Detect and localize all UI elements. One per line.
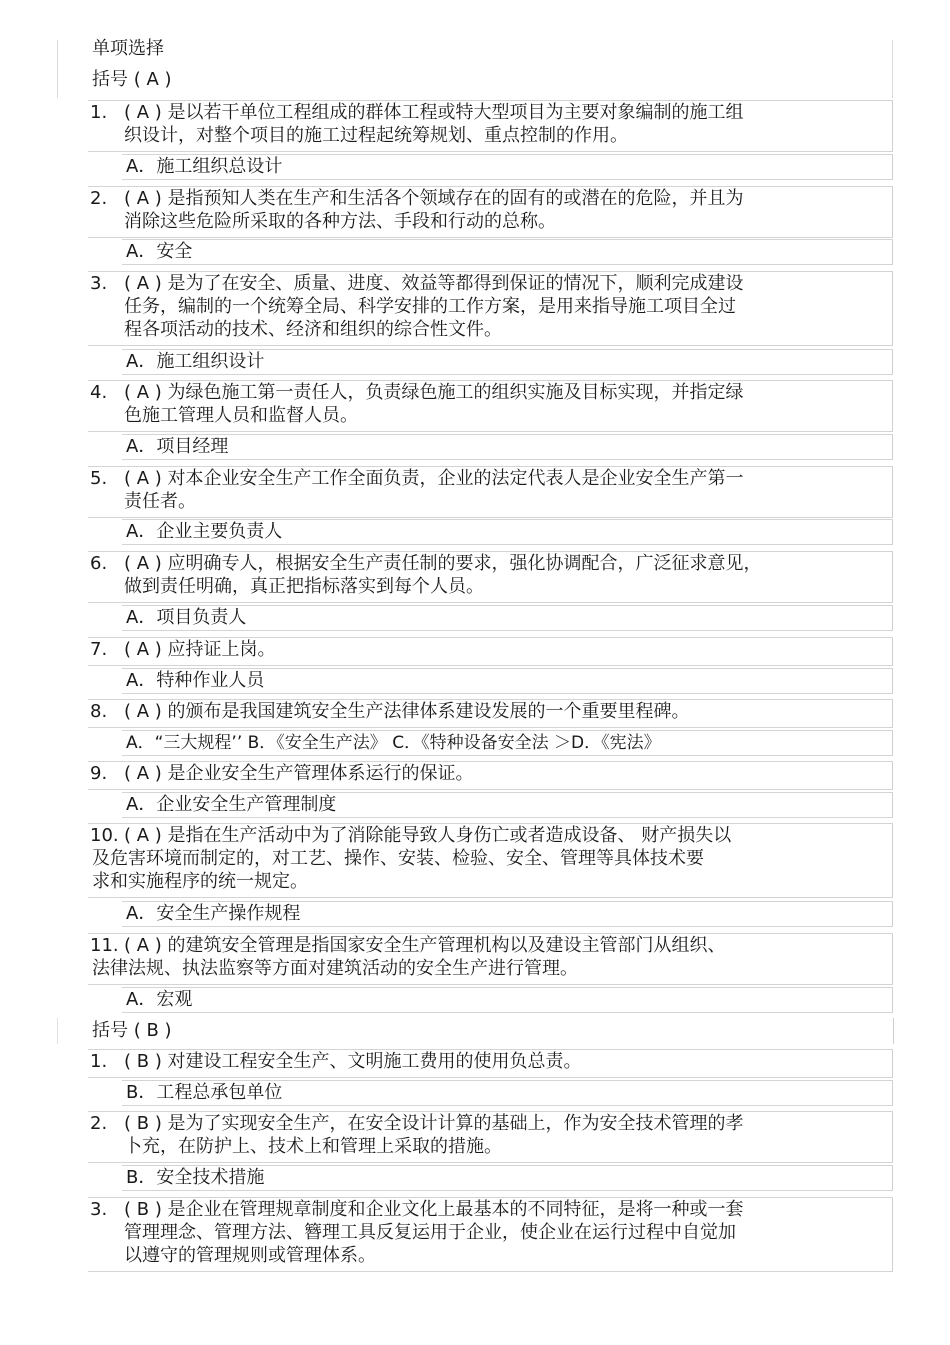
answer-option: A．企业安全生产管理制度 — [126, 794, 337, 815]
question-text-line: 做到责任明确，真正把指标落实到每个人员。 — [124, 576, 484, 597]
question-number: 7. — [90, 639, 108, 660]
question-number: 5. — [90, 468, 108, 489]
question-number: 6. — [90, 553, 108, 574]
question-text-line: ( A ) 是指预知人类在生产和生活各个领域存在的固有的或潜在的危险，并且为 — [124, 188, 744, 209]
question-text-line: 消除这些危险所采取的各种方法、手段和行动的总称。 — [124, 211, 556, 232]
group-a-label: 括号 ( A ) — [92, 69, 172, 90]
margin-rule — [57, 40, 58, 98]
question-text-line: ( B ) 对建设工程安全生产、文明施工费用的使用负总责。 — [124, 1051, 582, 1072]
question-text-line: 及危害环境而制定的，对工艺、操作、安装、检验、安全、管理等具体技术要 — [92, 848, 704, 869]
answer-option: A．施工组织总设计 — [126, 156, 283, 177]
margin-rule — [892, 40, 893, 98]
question-number: 9. — [90, 763, 108, 784]
question-text-line: 法律法规、执法监察等方面对建筑活动的安全生产进行管理。 — [92, 958, 578, 979]
question-text-line: ( A ) 的建筑安全管理是指国家安全生产管理机构以及建设主管部门从组织、 — [124, 935, 726, 956]
question-text-line: ( A ) 是为了在安全、质量、进度、效益等都得到保证的情况下，顺利完成建设 — [124, 273, 744, 294]
question-text-line: 色施工管理人员和监督人员。 — [124, 405, 358, 426]
question-number: 2. — [90, 188, 108, 209]
answer-box — [122, 239, 893, 265]
section-heading: 单项选择 — [92, 38, 164, 59]
question-text-line: 织设计，对整个项目的施工过程起统筹规划、重点控制的作用。 — [124, 125, 628, 146]
question-text-line: 管理理念、管理方法、簪理工具反复运用于企业，使企业在运行过程中自觉加 — [124, 1222, 736, 1243]
question-number: 3. — [90, 1199, 108, 1220]
question-text-line: 任务，编制的一个统筹全局、科学安排的工作方案，是用来指导施工项目全过 — [124, 296, 736, 317]
question-text-line: 求和实施程序的统一规定。 — [92, 871, 308, 892]
answer-box — [122, 434, 893, 460]
answer-option: A．宏观 — [126, 989, 193, 1010]
question-number: 10. — [90, 825, 119, 846]
answer-option: A．项目经理 — [126, 436, 229, 457]
question-text-line: ( A ) 对本企业安全生产工作全面负责，企业的法定代表人是企业安全生产第一 — [124, 468, 744, 489]
question-text-line: ( A ) 是指在生产活动中为了消除能导致人身伤亡或者造成设备、 财产损失以 — [124, 825, 732, 846]
group-b-label: 括号 ( B ) — [92, 1020, 172, 1041]
group-b-label-box — [57, 1018, 894, 1044]
answer-option: A．项目负责人 — [126, 607, 247, 628]
question-number: 3. — [90, 273, 108, 294]
answer-box — [122, 987, 893, 1013]
question-text-line: ( A ) 的颁布是我国建筑安全生产法律体系建设发展的一个重要里程碑。 — [124, 701, 690, 722]
answer-option: A．安全 — [126, 241, 193, 262]
question-text-line: 以遵守的管理规则或管理体系。 — [124, 1245, 376, 1266]
question-text-line: ( A ) 应明确专人，根据安全生产责任制的要求，强化协调配合，广泛征求意见， — [124, 553, 762, 574]
answer-option: A．特种作业人员 — [126, 670, 265, 691]
question-text-line: ( A ) 是以若干单位工程组成的群体工程或特大型项目为主要对象编制的施工组 — [124, 102, 744, 123]
question-number: 11. — [90, 935, 119, 956]
answer-option: A．“三大规程’’ B．《安全生产法》 C．《特种设备安全法 ＞D．《宪法》 — [126, 733, 661, 753]
question-number: 1. — [90, 102, 108, 123]
question-text-line: 程各项活动的技术、经济和组织的综合性文件。 — [124, 319, 502, 340]
question-text-line: ( B ) 是为了实现安全生产，在安全设计计算的基础上，作为安全技术管理的孝 — [124, 1113, 744, 1134]
answer-option: A．安全生产操作规程 — [126, 903, 301, 924]
question-text-line: ( A ) 应持证上岗。 — [124, 639, 276, 660]
question-number: 8. — [90, 701, 108, 722]
question-number: 1. — [90, 1051, 108, 1072]
question-text-line: 责任者。 — [124, 491, 196, 512]
question-text-line: ( B ) 是企业在管理规章制度和企业文化上最基本的不同特征，是将一种或一套 — [124, 1199, 744, 1220]
question-text-line: 卜充，在防护上、技术上和管理上采取的措施。 — [124, 1136, 502, 1157]
question-text-line: ( A ) 是企业安全生产管理体系运行的保证。 — [124, 763, 474, 784]
question-number: 2. — [90, 1113, 108, 1134]
question-text-line: ( A ) 为绿色施工第一责任人，负责绿色施工的组织实施及目标实现，并指定绿 — [124, 382, 744, 403]
answer-option: A．企业主要负责人 — [126, 521, 283, 542]
answer-option: A．施工组织设计 — [126, 351, 265, 372]
question-number: 4. — [90, 382, 108, 403]
answer-option: B．安全技术措施 — [126, 1167, 265, 1188]
answer-option: B．工程总承包单位 — [126, 1082, 283, 1103]
